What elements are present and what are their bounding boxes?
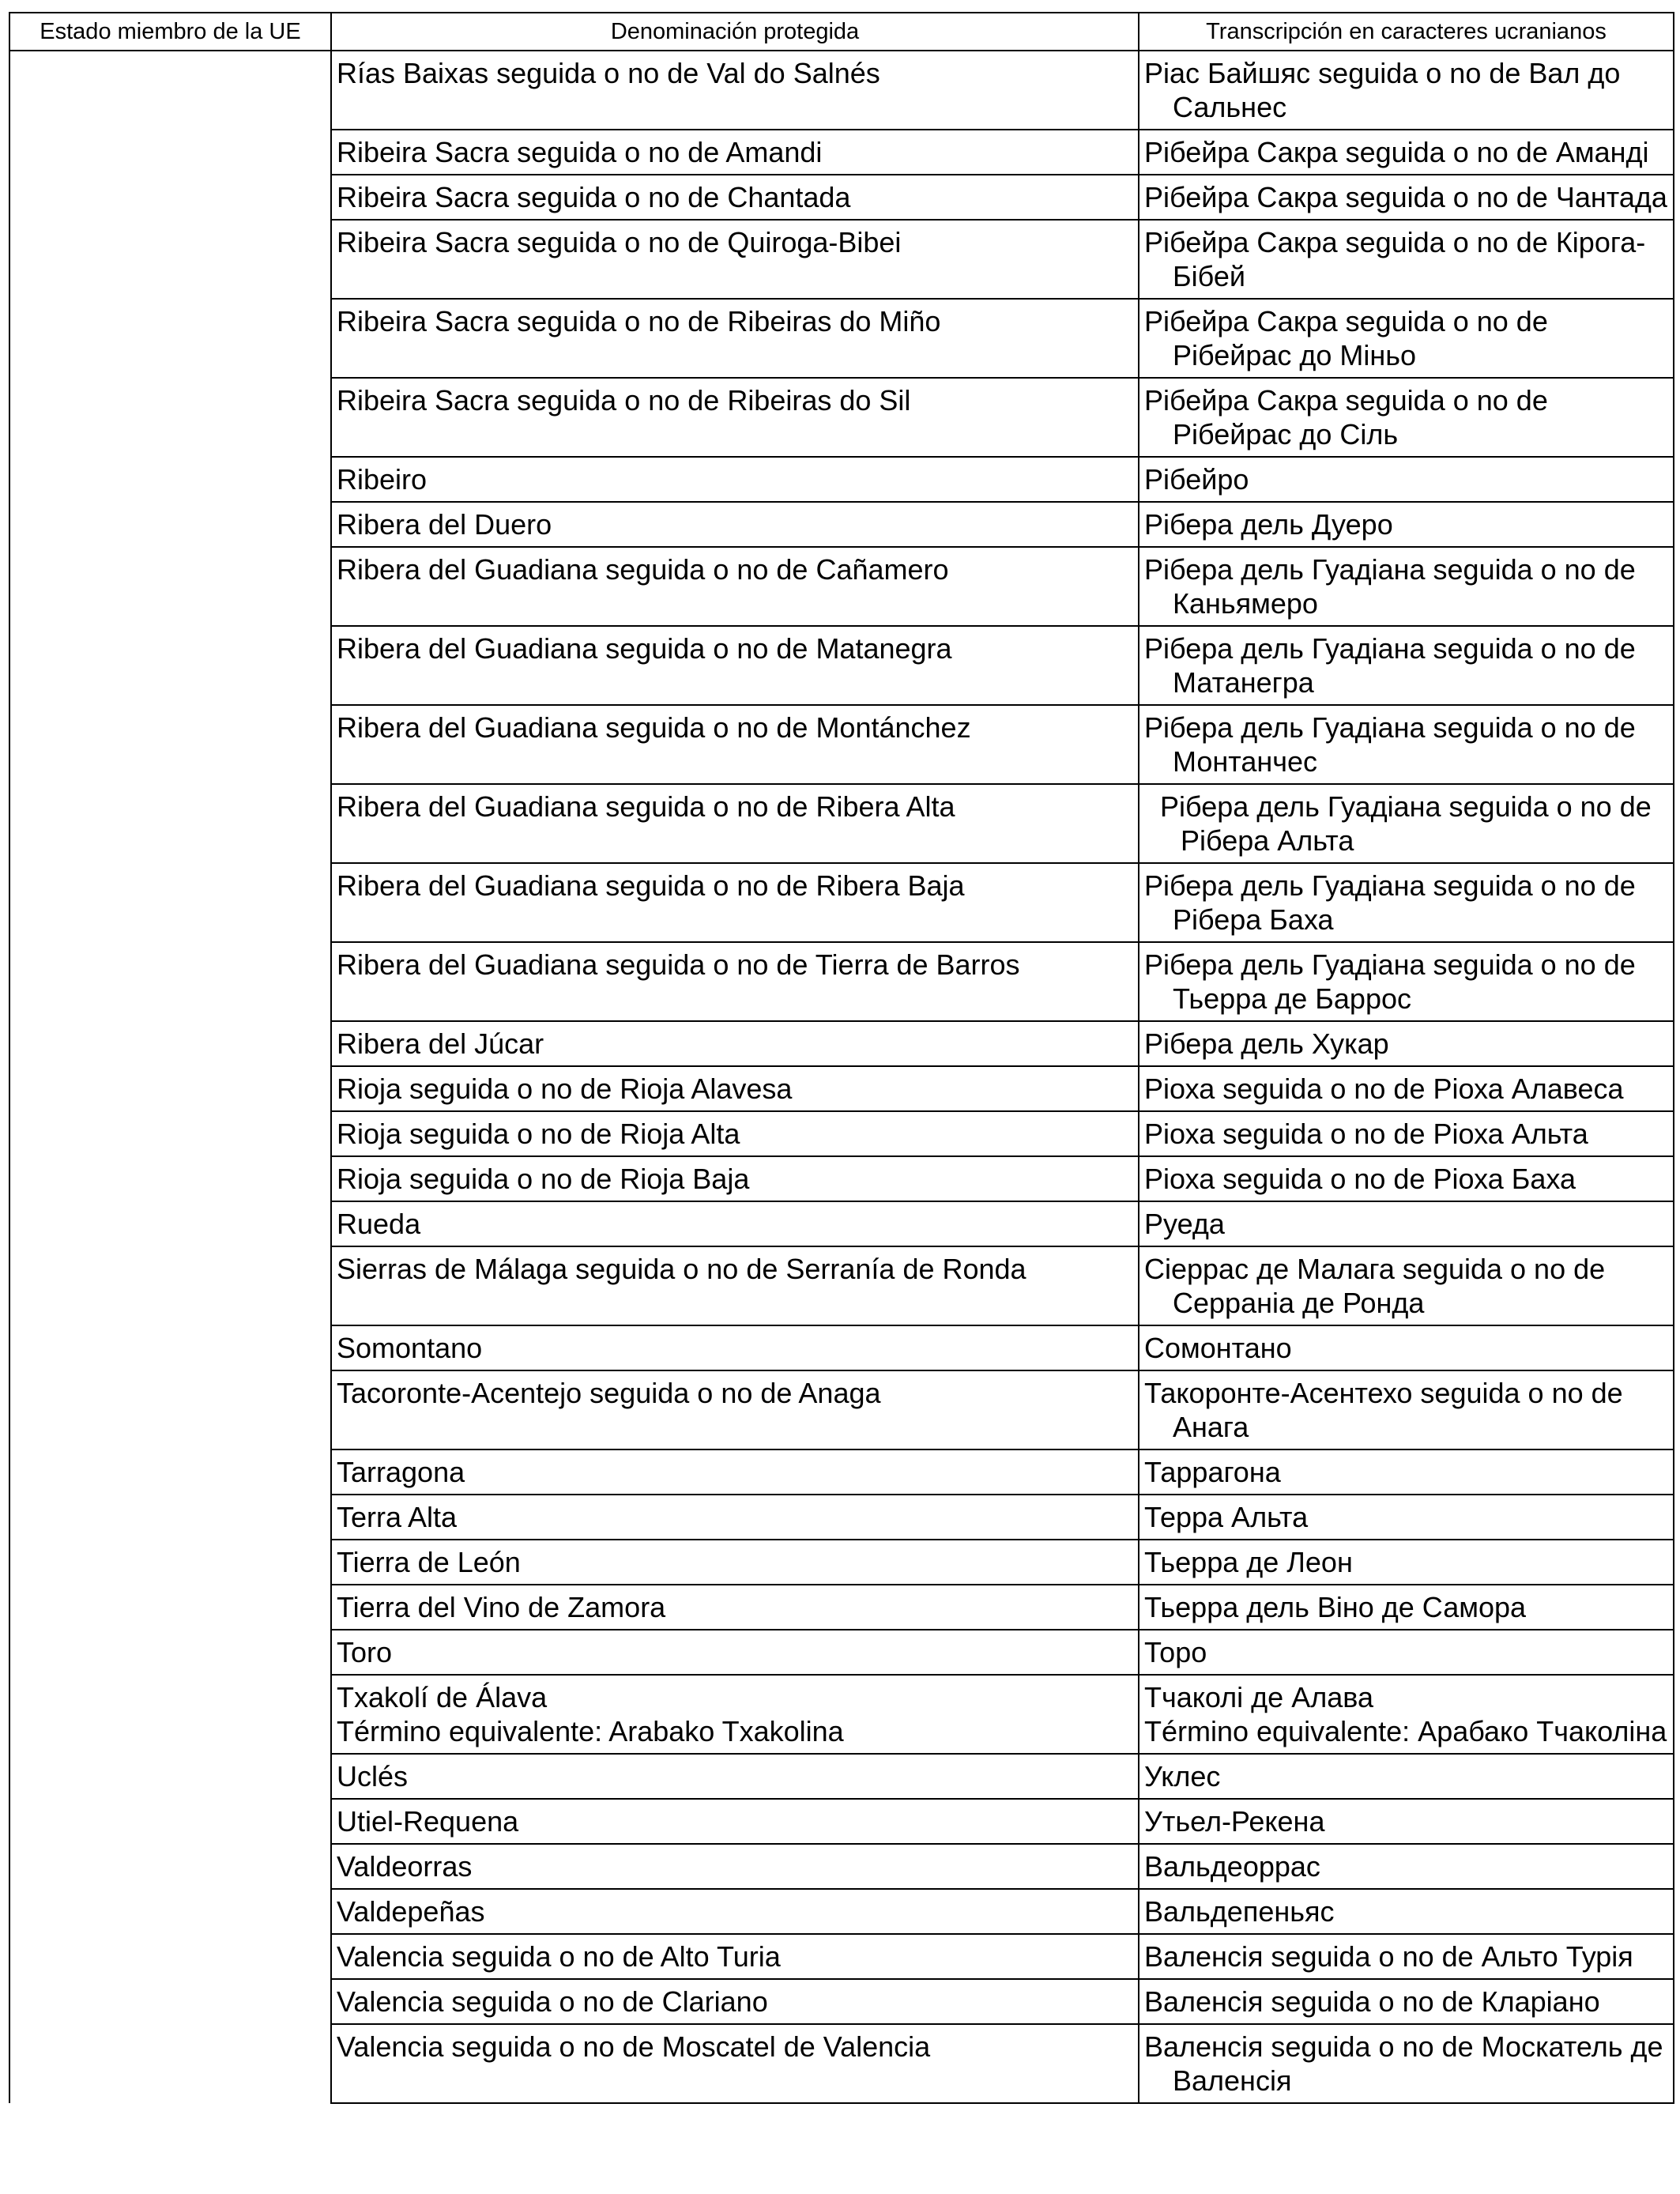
- transcription-cell: [1139, 705, 1674, 784]
- protected-name-cell: [331, 1325, 1139, 1370]
- transcription-text: Рібера дель Хукар: [1144, 1027, 1389, 1060]
- header-transcription: Transcripción en caracteres ucranianos: [1139, 13, 1674, 51]
- protected-name-text: Tacoronte-Acentejo seguida o no de Anaga: [337, 1377, 881, 1409]
- transcription-cell: [1139, 547, 1674, 626]
- protected-name-cell: [331, 1540, 1139, 1585]
- transcription-cell: [1139, 1585, 1674, 1630]
- protected-name-text: Valdeorras: [337, 1850, 473, 1883]
- transcription-cell: [1139, 51, 1674, 130]
- protected-name-text: Ribeira Sacra seguida o no de Ribeiras do Sil: [337, 384, 911, 417]
- transcription-text: Сомонтано: [1144, 1332, 1292, 1364]
- protected-name-text: Ribera del Guadiana seguida o no de Matanegra: [337, 632, 952, 665]
- transcription-text: Торо: [1144, 1636, 1207, 1668]
- protected-name-cell: [331, 863, 1139, 942]
- protected-name-cell: [331, 220, 1139, 299]
- transcription-cell: [1139, 2024, 1674, 2103]
- header-protected-name: Denominación protegida: [331, 13, 1139, 51]
- protected-name-cell: [331, 1021, 1139, 1066]
- protected-name-cell: [331, 1675, 1139, 1754]
- protected-name-cell: [331, 299, 1139, 378]
- protected-name-cell: [331, 2024, 1139, 2103]
- transcription-text: Ріоха seguida o no de Ріоха Алавеса: [1144, 1072, 1624, 1105]
- protected-name-cell: [331, 705, 1139, 784]
- transcription-cell: [1139, 1246, 1674, 1325]
- protected-name-cell: [331, 547, 1139, 626]
- protected-name-text: Ribeira Sacra seguida o no de Amandi: [337, 136, 823, 168]
- protected-name-cell: [331, 175, 1139, 220]
- protected-name-text: Ribera del Duero: [337, 508, 552, 541]
- transcription-cell: [1139, 175, 1674, 220]
- transcription-cell: [1139, 502, 1674, 547]
- transcription-cell: [1139, 130, 1674, 175]
- protected-name-text: Ribeiro: [337, 463, 428, 496]
- transcription-cell: [1139, 1201, 1674, 1246]
- transcription-text: Término equivalente: Арабако Тчаколіна: [1144, 1715, 1667, 1747]
- table-header: [9, 13, 1674, 51]
- transcription-text: Рібейра Сакра seguida o no de Рібейрас до Міньо: [1144, 305, 1548, 371]
- transcription-cell: [1139, 1754, 1674, 1799]
- transcription-text: Рібера дель Гуадіана seguida o no de Рібера Альта: [1160, 790, 1652, 857]
- transcription-cell: [1139, 1325, 1674, 1370]
- protected-name-text: Somontano: [337, 1332, 483, 1364]
- protected-name-cell: [331, 1754, 1139, 1799]
- transcription-text: Тчаколі де Алава: [1144, 1681, 1373, 1713]
- table-body: [9, 51, 1674, 2103]
- protected-name-text: Rioja seguida o no de Rioja Alavesa: [337, 1072, 793, 1105]
- protected-name-text: Ribera del Guadiana seguida o no de Ribera Baja: [337, 869, 965, 902]
- transcription-cell: [1139, 299, 1674, 378]
- protected-name-cell: [331, 130, 1139, 175]
- protected-name-text: Ribeira Sacra seguida o no de Ribeiras do Miño: [337, 305, 941, 337]
- transcription-text: Рібера дель Гуадіана seguida o no de Матанегра: [1144, 632, 1636, 699]
- protected-name-cell: [331, 457, 1139, 502]
- transcription-cell: [1139, 1156, 1674, 1201]
- protected-name-text: Tarragona: [337, 1456, 465, 1488]
- transcription-text: Рібейра Сакра seguida o no de Чантада: [1144, 181, 1667, 213]
- protected-name-cell: [331, 1979, 1139, 2024]
- protected-name-text: Tierra de León: [337, 1546, 521, 1578]
- transcription-cell: [1139, 378, 1674, 457]
- protected-name-cell: [331, 1449, 1139, 1495]
- protected-name-cell: [331, 1111, 1139, 1156]
- protected-name-cell: [331, 784, 1139, 863]
- transcription-cell: [1139, 220, 1674, 299]
- protected-name-text: Ribera del Júcar: [337, 1027, 544, 1060]
- transcription-text: Таррагона: [1144, 1456, 1281, 1488]
- protected-name-text: Ribera del Guadiana seguida o no de Ribera Alta: [337, 790, 955, 823]
- protected-name-cell: [331, 502, 1139, 547]
- protected-name-text: Valencia seguida o no de Alto Turia: [337, 1940, 781, 1973]
- transcription-cell: [1139, 457, 1674, 502]
- protected-name-cell: [331, 1201, 1139, 1246]
- transcription-text: Ріоха seguida o no de Ріоха Альта: [1144, 1118, 1588, 1150]
- header-row: [9, 13, 1674, 51]
- protected-name-text: Rías Baixas seguida o no de Val do Salnés: [337, 57, 880, 89]
- transcription-text: Валенсія seguida o no de Кларіано: [1144, 1985, 1600, 2018]
- protected-name-cell: [331, 1370, 1139, 1449]
- transcription-cell: [1139, 1021, 1674, 1066]
- transcription-cell: [1139, 784, 1674, 863]
- transcription-cell: [1139, 1630, 1674, 1675]
- protected-name-cell: [331, 1066, 1139, 1111]
- transcription-cell: [1139, 942, 1674, 1021]
- transcription-cell: [1139, 1449, 1674, 1495]
- transcription-text: Ріас Байшяс seguida o no de Вал до Сальнес: [1144, 57, 1621, 123]
- transcription-text: Рібейра Сакра seguida o no de Рібейрас до Сіль: [1144, 384, 1548, 450]
- protected-name-text: Ribeira Sacra seguida o no de Chantada: [337, 181, 851, 213]
- header-state: Estado miembro de la UE: [9, 13, 331, 51]
- protected-name-cell: [331, 942, 1139, 1021]
- transcription-cell: [1139, 1844, 1674, 1889]
- transcription-text: Рібера дель Гуадіана seguida o no de Рібера Баха: [1144, 869, 1636, 936]
- protected-name-text: Ribeira Sacra seguida o no de Quiroga-Bibei: [337, 226, 902, 258]
- protected-name-text: Rioja seguida o no de Rioja Alta: [337, 1118, 740, 1150]
- transcription-cell: [1139, 1979, 1674, 2024]
- transcription-text: Ріоха seguida o no de Ріоха Баха: [1144, 1163, 1576, 1195]
- transcription-cell: [1139, 1934, 1674, 1979]
- transcription-text: Рібейра Сакра seguida o no de Кірога-Бібей: [1144, 226, 1646, 292]
- protected-name-cell: [331, 1495, 1139, 1540]
- transcription-text: Рібера дель Гуадіана seguida o no de Тьерра де Баррос: [1144, 948, 1636, 1015]
- protected-name-text: Ribera del Guadiana seguida o no de Montánchez: [337, 711, 971, 744]
- transcription-text: Вальдеоррас: [1144, 1850, 1320, 1883]
- protected-name-text: Ribera del Guadiana seguida o no de Tierra de Barros: [337, 948, 1020, 981]
- protected-name-cell: [331, 378, 1139, 457]
- protected-name-cell: [331, 1630, 1139, 1675]
- protected-name-text: Ribera del Guadiana seguida o no de Cañamero: [337, 553, 949, 586]
- transcription-cell: [1139, 1799, 1674, 1844]
- transcription-text: Утьел-Рекена: [1144, 1805, 1325, 1838]
- protected-name-text: Valencia seguida o no de Moscatel de Valencia: [337, 2030, 931, 2063]
- protected-name-cell: [331, 1156, 1139, 1201]
- transcription-cell: [1139, 1111, 1674, 1156]
- transcription-cell: [1139, 863, 1674, 942]
- table-row: [9, 51, 1674, 130]
- protected-name-cell: [331, 626, 1139, 705]
- protected-name-cell: [331, 1889, 1139, 1934]
- transcription-cell: [1139, 1675, 1674, 1754]
- protected-name-cell: [331, 1585, 1139, 1630]
- protected-name-text: Terra Alta: [337, 1501, 458, 1533]
- transcription-cell: [1139, 1540, 1674, 1585]
- transcription-cell: [1139, 626, 1674, 705]
- member-state-cell: [9, 51, 331, 2103]
- transcription-text: Сіеррас де Малага seguida o no de Серраніа де Ронда: [1144, 1253, 1606, 1319]
- protected-name-cell: [331, 1844, 1139, 1889]
- protected-name-text: Rueda: [337, 1208, 421, 1240]
- transcription-text: Рібера дель Дуеро: [1144, 508, 1393, 541]
- transcription-text: Терра Альта: [1144, 1501, 1309, 1533]
- protected-name-cell: [331, 1246, 1139, 1325]
- transcription-text: Валенсія seguida o no de Альто Турія: [1144, 1940, 1633, 1973]
- protected-name-text: Toro: [337, 1636, 393, 1668]
- transcription-text: Рібейро: [1144, 463, 1249, 496]
- protected-name-cell: [331, 1799, 1139, 1844]
- protected-name-text: Utiel-Requena: [337, 1805, 519, 1838]
- transcription-text: Тьерра де Леон: [1144, 1546, 1353, 1578]
- protected-name-text: Tierra del Vino de Zamora: [337, 1591, 666, 1623]
- transcription-text: Вальдепеньяс: [1144, 1895, 1335, 1928]
- protected-name-text: Sierras de Málaga seguida o no de Serranía de Ronda: [337, 1253, 1026, 1285]
- transcription-cell: [1139, 1495, 1674, 1540]
- transcription-cell: [1139, 1370, 1674, 1449]
- protected-names-table: [9, 12, 1674, 2104]
- transcription-text: Валенсія seguida o no de Москатель де Валенсія: [1144, 2030, 1663, 2097]
- protected-name-text: Txakolí de Álava: [337, 1681, 548, 1713]
- transcription-cell: [1139, 1889, 1674, 1934]
- protected-name-text: Término equivalente: Arabako Txakolina: [337, 1715, 844, 1747]
- transcription-text: Рібера дель Гуадіана seguida o no de Каньямеро: [1144, 553, 1636, 620]
- protected-name-cell: [331, 1934, 1139, 1979]
- transcription-text: Такоронте-Асентехо seguida o no de Анага: [1144, 1377, 1623, 1443]
- protected-name-cell: [331, 51, 1139, 130]
- transcription-text: Рібера дель Гуадіана seguida o no de Монтанчес: [1144, 711, 1636, 778]
- protected-name-text: Valdepeñas: [337, 1895, 485, 1928]
- transcription-text: Тьерра дель Віно де Самора: [1144, 1591, 1527, 1623]
- protected-name-text: Rioja seguida o no de Rioja Baja: [337, 1163, 750, 1195]
- transcription-cell: [1139, 1066, 1674, 1111]
- protected-name-text: Uclés: [337, 1760, 409, 1793]
- transcription-text: Уклес: [1144, 1760, 1221, 1793]
- transcription-text: Руеда: [1144, 1208, 1225, 1240]
- transcription-text: Рібейра Сакра seguida o no de Аманді: [1144, 136, 1649, 168]
- protected-name-text: Valencia seguida o no de Clariano: [337, 1985, 768, 2018]
